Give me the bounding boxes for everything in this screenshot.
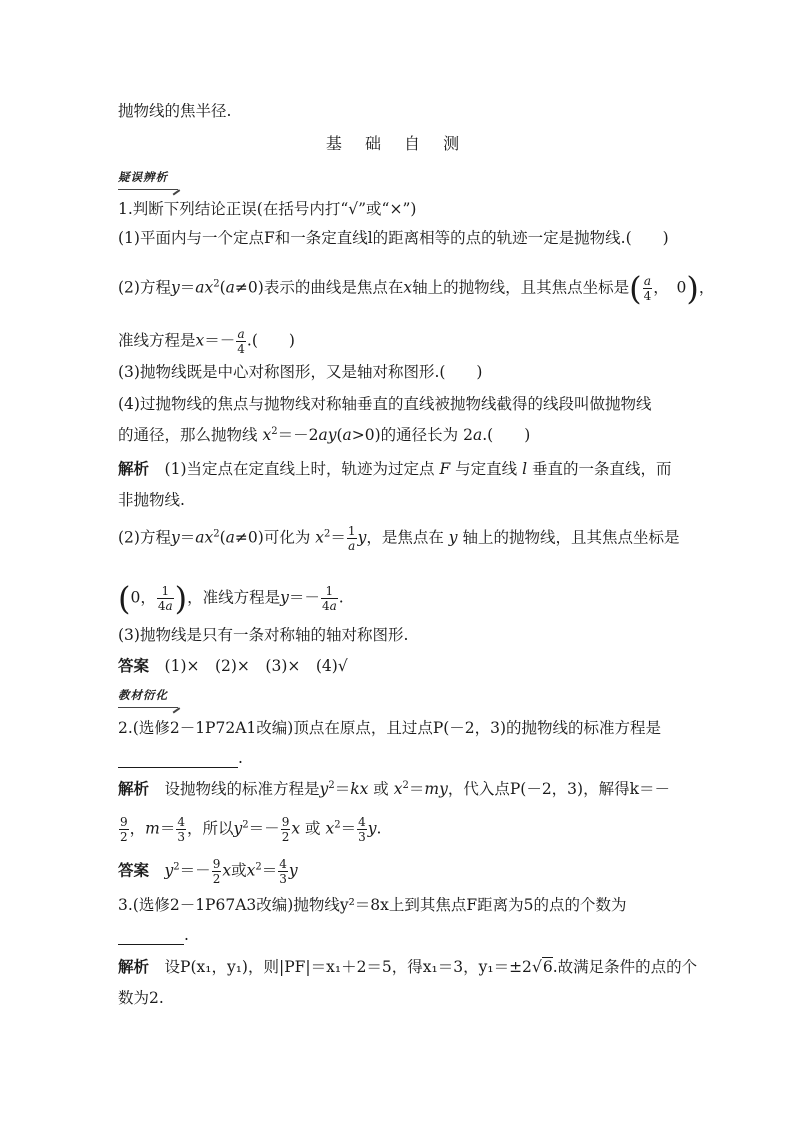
q1-s3: (3)抛物线既是中心对称图形，又是轴对称图形.( ) [118,363,483,381]
tag-label: 教材衍化 [118,685,178,708]
sol1-p3: (3)抛物线是只有一条对称轴的轴对称图形. [118,626,409,644]
q1-s1: (1)平面内与一个定点F和一条定直线l的距离相等的点的轨迹一定是抛物线.( ) [118,229,669,247]
q1-stem: 1.判断下列结论正误(在括号内打“√”或“×”) [118,200,417,218]
q1-s2: (2)方程$y=ax^2(a\ne 0)$表示的曲线是焦点在x轴上的抛物线，且其焦点坐标是( $\frac{a}{4}$ ， 0)， [118,269,715,308]
q2-blank-line: . [118,748,684,768]
q2-stem: 2.(选修2－1P72A1改编)顶点在原点，且过点P(－2，3)的抛物线的标准方程是 [118,719,662,737]
q2-sol: 解析 设抛物线的标准方程是$y^2=kx$ 或 $x^2=my$，代入点P(－2，3)，解得k＝－ [118,779,670,798]
sol1-p2-cont: (0， $\frac{1}{4a}$ )，准线方程是y＝－ $\frac{1}{4a}$ . [118,579,344,618]
sol1-p2: (2)方程$y=ax^2(a\ne 0)$可化为 $x^2=$ $\frac{1}{a}$ y，是焦点在 y 轴上的抛物线，且其焦点坐标是 [118,524,680,553]
tag-label: 疑误辨析 [118,167,178,190]
answer-blank[interactable] [118,943,184,945]
q3-sol-cont: 数为2. [118,989,164,1007]
q1-s4a: (4)过抛物线的焦点与抛物线对称轴垂直的直线被抛物线截得的线段叫做抛物线 [118,395,652,413]
answer-blank[interactable] [118,766,238,768]
tag-error-analysis [118,166,684,190]
q3-stem: 3.(选修2－1P67A3改编)抛物线y²＝8x上到其焦点F距离为5的点的个数为 [118,896,627,914]
q1-s4b: 的通径，那么抛物线 $x^2=-2ay(a>0)$的通径长为 2a.( ) [118,426,531,444]
tag-textbook [118,684,684,708]
q2-sol-cont: $\frac{9}{2}$ ，m＝ $\frac{4}{3}$ ，所以$y^2=-$ $\frac{9}{2}$ x 或 $x^2=$ $\frac{4}{3}$ y. [120,815,382,844]
q3-sol: 解析 设P(x₁，y₁)，则|PF|＝x₁＋2＝5，得x₁＝3，y₁＝±2√6.故满足条件的点的个 [118,957,698,976]
intro-line: 抛物线的焦半径. [118,102,232,120]
q3-blank-line: . [118,925,684,945]
sol1-p1: 解析 (1)当定点在定直线上时，轨迹为过定点 F 与定直线 l 垂直的一条直线，而 [118,459,672,478]
q2-answer: 答案 $y^2=-$ $\frac{9}{2}$ x或$x^2=$ $\frac{4}{3}$ y [118,857,298,886]
sol1-p1d: 非抛物线. [118,491,185,509]
section-title: 基 础 自 测 [325,134,469,153]
sol1-answer: 答案 (1)× (2)× (3)× (4)√ [118,656,348,675]
q1-s2-cont: 准线方程是x＝－ $\frac{a}{4}$ .( ) [118,327,295,356]
